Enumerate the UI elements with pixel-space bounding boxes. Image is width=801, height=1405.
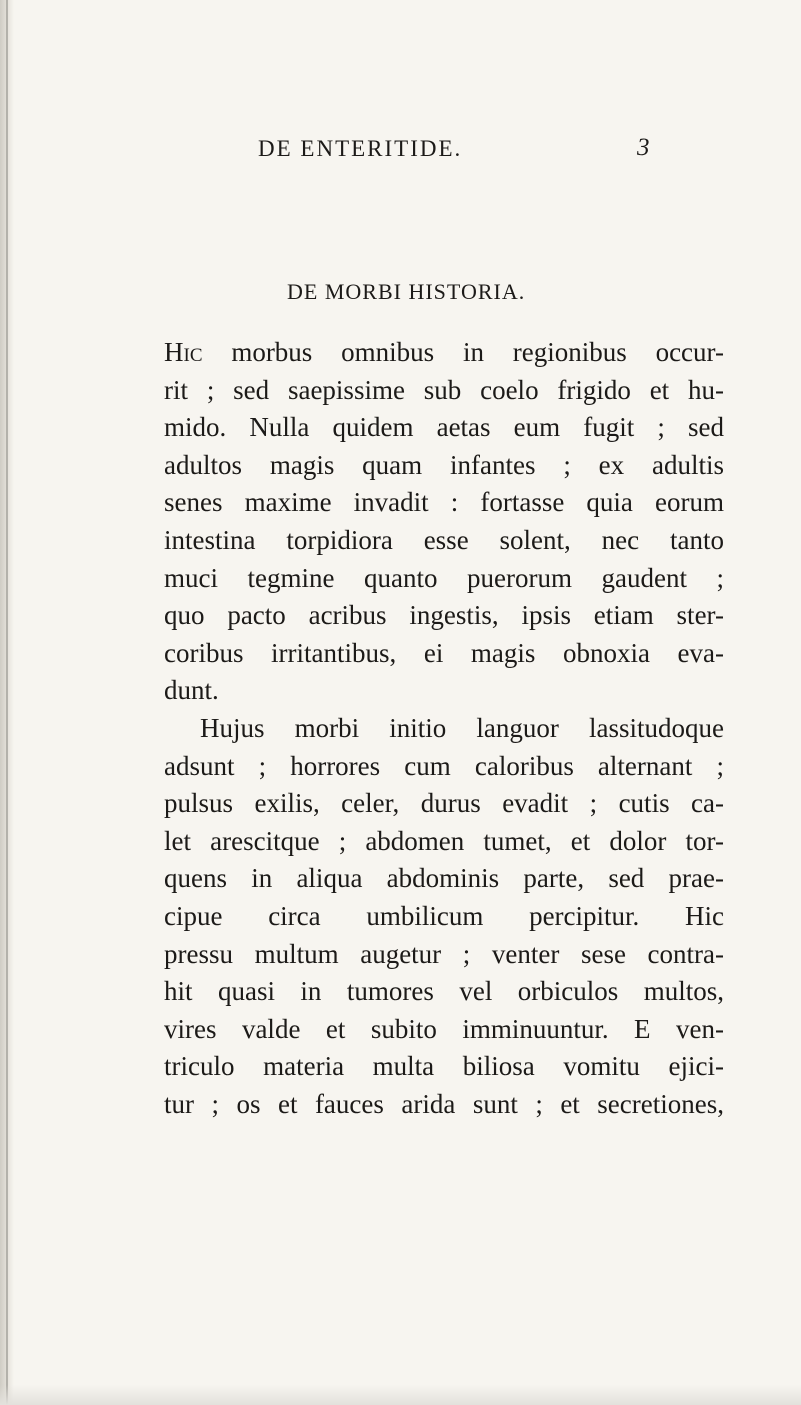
text-line: triculo materia multa biliosa vomitu ejici- <box>164 1051 724 1082</box>
text-line: quens in aliqua abdominis parte, sed prae- <box>164 863 724 894</box>
text-line: pulsus exilis, celer, durus evadit ; cutis ca- <box>164 788 724 819</box>
text-line: adultos magis quam infantes ; ex adultis <box>164 449 724 480</box>
section-title: DE MORBI HISTORIA. <box>287 279 526 304</box>
text-line: senes maxime invadit : fortasse quia eorum <box>164 487 724 518</box>
text-line: tur ; os et fauces arida sunt ; et secretiones, <box>164 1088 724 1119</box>
text-line: quo pacto acribus ingestis, ipsis etiam ster- <box>164 600 724 631</box>
text-line: mido. Nulla quidem aetas eum fugit ; sed <box>164 412 724 443</box>
page-number: 3 <box>637 134 650 161</box>
text-line: adsunt ; horrores cum caloribus alternant ; <box>164 750 724 781</box>
text-line: hit quasi in tumores vel orbiculos multos, <box>164 976 724 1007</box>
running-title: DE ENTERITIDE. <box>258 136 463 161</box>
text-line: rit ; sed saepissime sub coelo frigido et hu- <box>164 374 724 405</box>
text-line: pressu multum augetur ; venter sese contra- <box>164 938 724 969</box>
text-line: vires valde et subito imminuuntur. E ven- <box>164 1013 724 1044</box>
text-line: intestina torpidiora esse solent, nec tanto <box>164 524 724 555</box>
text-line-content: morbus omnibus in regionibus occur- <box>202 337 724 367</box>
text-line: let arescitque ; abdomen tumet, et dolor tor- <box>164 825 724 856</box>
text-line: Hujus morbi initio languor lassitudoque <box>200 712 724 743</box>
body-text <box>164 334 724 1123</box>
page-bottom-shadow <box>0 1385 801 1405</box>
paragraph-opening-word: Hic <box>164 337 203 367</box>
text-line: muci tegmine quanto puerorum gaudent ; <box>164 562 724 593</box>
text-line: coribus irritantibus, ei magis obnoxia eva- <box>164 637 724 668</box>
page-binding-edge <box>6 0 8 1405</box>
text-line: dunt. <box>164 675 219 706</box>
text-line <box>164 334 724 372</box>
text-line: cipue circa umbilicum percipitur. Hic <box>164 900 724 931</box>
